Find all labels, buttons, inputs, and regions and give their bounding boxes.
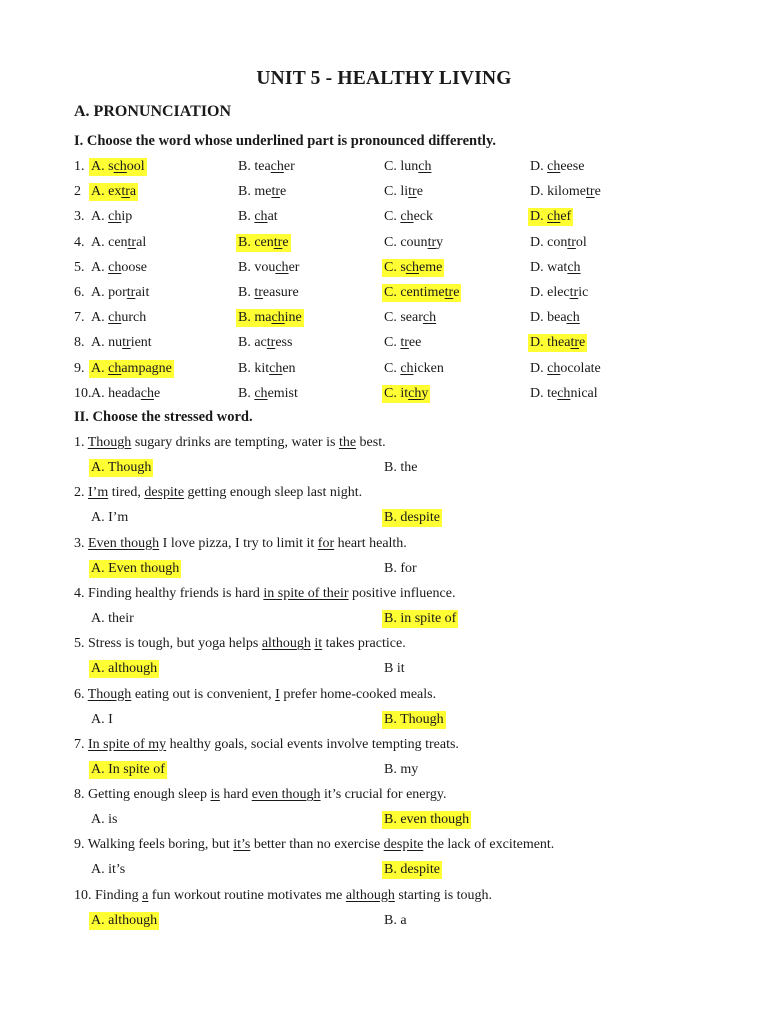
question-number: 8. [74,335,85,351]
question-number: 2 [74,184,81,200]
option-d[interactable]: D. cheese [530,159,585,174]
pronunciation-row [74,158,714,178]
option-b[interactable]: B. centre [238,234,289,250]
answer-option-b[interactable]: B it [384,661,405,677]
option-a[interactable]: A. school [91,159,145,174]
question-number: 5. [74,259,85,275]
question-number: 6. [74,285,85,300]
option-d[interactable]: D. chef [530,209,572,225]
option-a[interactable]: A. choose [91,259,148,275]
option-d[interactable]: D. theatre [530,335,586,351]
answer-option-b[interactable]: B. despite [384,862,440,878]
question-number: 9. [74,360,85,376]
answer-option-b[interactable]: B. my [384,761,419,777]
answer-option-b[interactable]: B. a [384,912,407,928]
option-c[interactable]: C. lunch [384,159,432,174]
option-c[interactable]: C. centimetre [384,285,460,300]
option-b[interactable]: B. chat [238,209,278,225]
option-a[interactable]: A. portrait [91,285,150,300]
option-b[interactable]: B. teacher [238,159,295,174]
option-c[interactable]: C. itchy [384,385,429,401]
question-sentence: 7. In spite of my healthy goals, social events involve tempting treats. [74,736,459,752]
answer-option-b[interactable]: B. even though [384,812,470,828]
answer-option-a[interactable]: A. Though [91,460,152,475]
option-c[interactable]: C. litre [384,184,423,200]
question-number: 3. [74,209,85,225]
question-sentence: 10. Finding a fun workout routine motivates me although starting is tough. [74,887,493,903]
option-c[interactable]: C. chicken [384,360,444,376]
answer-option-a[interactable]: A. it’s [91,862,126,878]
pronunciation-row [74,334,714,354]
option-c[interactable]: C. search [384,310,437,326]
answer-option-a[interactable]: A. their [91,610,134,626]
question-number: 1. [74,159,85,174]
question-sentence: 8. Getting enough sleep is hard even though it’s crucial for energy. [74,787,447,803]
question-sentence: 6. Though eating out is convenient, I prefer home-cooked meals. [74,686,437,702]
option-a[interactable]: A. headache [91,385,161,401]
option-d[interactable]: D. chocolate [530,360,601,376]
answer-option-a[interactable]: A. is [91,812,118,828]
option-b[interactable]: B. kitchen [238,360,296,376]
question-number: 10. [74,385,92,401]
option-b[interactable]: B. machine [238,310,302,326]
question-number: 7. [74,310,85,326]
answer-option-a[interactable]: A. although [91,661,158,677]
section-a-heading: A. PRONUNCIATION [74,103,232,120]
option-b[interactable]: B. actress [238,335,293,351]
option-c[interactable]: C. tree [384,335,422,351]
pronunciation-row [74,385,714,405]
question-sentence: 1. Though sugary drinks are tempting, water is the best. [74,435,386,450]
question-sentence: 2. I’m tired, despite getting enough sleep last night. [74,485,363,501]
part-2-heading: II. Choose the stressed word. [74,409,253,425]
option-c[interactable]: C. country [384,234,444,250]
answer-option-a[interactable]: A. I [91,711,113,727]
answer-option-a[interactable]: A. although [91,912,158,928]
question-sentence: 3. Even though I love pizza, I try to limit it for heart health. [74,535,407,551]
answer-option-a[interactable]: A. I’m [91,510,129,526]
pronunciation-row [74,208,714,228]
answer-option-a[interactable]: A. Even though [91,560,180,576]
part-1-heading: I. Choose the word whose underlined part is pronounced differently. [74,133,497,149]
answer-option-a[interactable]: A. In spite of [91,761,165,777]
pronunciation-row [74,234,714,254]
answer-option-b[interactable]: B. for [384,560,417,576]
pronunciation-row [74,360,714,380]
option-d[interactable]: D. kilometre [530,184,601,200]
option-a[interactable]: A. champagne [91,360,172,376]
option-d[interactable]: D. beach [530,310,580,326]
option-a[interactable]: A. central [91,234,147,250]
option-d[interactable]: D. technical [530,385,598,401]
question-sentence: 9. Walking feels boring, but it’s better than no exercise despite the lack of excitement. [74,837,555,853]
page-title: UNIT 5 - HEALTHY LIVING [256,68,512,89]
option-b[interactable]: B. treasure [238,285,299,300]
option-b[interactable]: B. chemist [238,385,298,401]
pronunciation-row [74,284,714,304]
option-a[interactable]: A. nutrient [91,335,152,351]
option-d[interactable]: D. control [530,234,587,250]
question-number: 4. [74,234,85,250]
pronunciation-row [74,309,714,329]
pronunciation-row [74,183,714,203]
option-b[interactable]: B. voucher [238,259,300,275]
option-a[interactable]: A. extra [91,184,137,200]
answer-option-b[interactable]: B. Though [384,711,444,727]
question-sentence: 4. Finding healthy friends is hard in spite of their positive influence. [74,585,456,601]
option-a[interactable]: A. church [91,310,147,326]
option-c[interactable]: C. scheme [384,259,443,275]
pronunciation-row [74,259,714,279]
option-a[interactable]: A. chip [91,209,133,225]
option-d[interactable]: D. electric [530,285,589,300]
answer-option-b[interactable]: B. the [384,460,418,475]
answer-option-b[interactable]: B. in spite of [384,610,457,626]
question-sentence: 5. Stress is tough, but yoga helps although it takes practice. [74,636,406,652]
option-b[interactable]: B. metre [238,184,287,200]
option-d[interactable]: D. watch [530,259,581,275]
option-c[interactable]: C. check [384,209,433,225]
answer-option-b[interactable]: B. despite [384,510,440,526]
